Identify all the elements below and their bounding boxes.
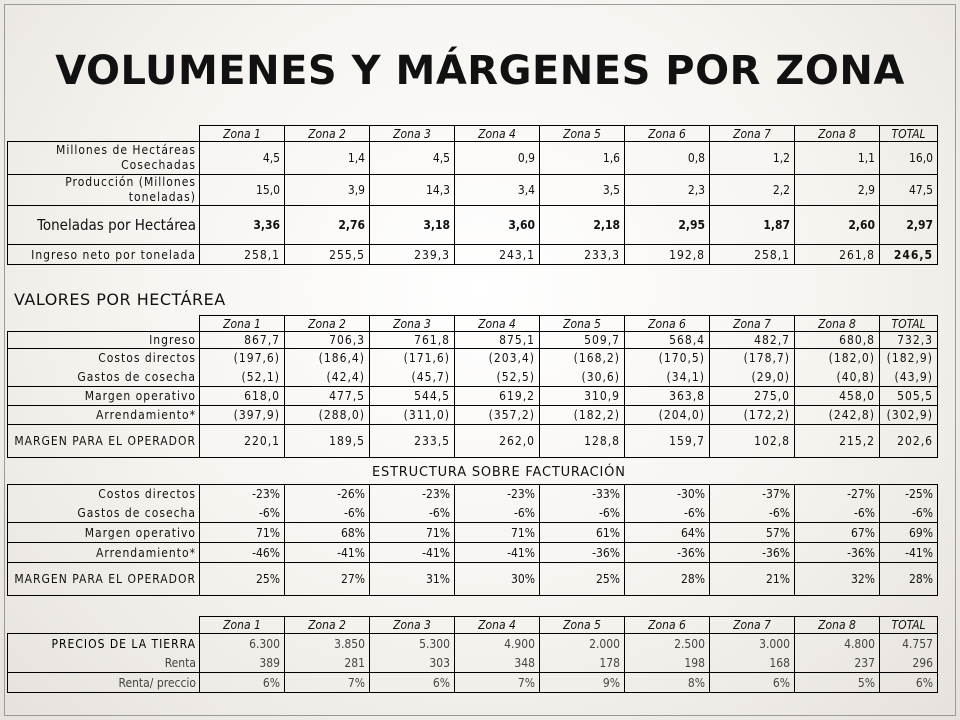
cell: (357,2): [455, 406, 540, 425]
cell: (40,8): [795, 368, 880, 387]
cell: 128,8: [540, 425, 625, 458]
cell: -6%: [625, 504, 710, 523]
cell: (397,9): [200, 406, 285, 425]
cell: 1,87: [710, 206, 795, 245]
cell: 509,7: [540, 332, 625, 349]
zone-header: Zona 8: [795, 617, 880, 634]
row-label: Costos directos: [8, 349, 200, 368]
row-label: [8, 425, 200, 458]
cell: 47,5: [880, 175, 938, 206]
cell: 7%: [455, 673, 540, 693]
cell: 25%: [540, 563, 625, 596]
cell: -36%: [625, 543, 710, 563]
cell: 168: [710, 654, 795, 673]
cell: -6%: [880, 504, 938, 523]
zone-header: Zona 3: [370, 617, 455, 634]
cell: 7%: [285, 673, 370, 693]
cell: -37%: [710, 485, 795, 504]
cell: 4.900: [455, 634, 540, 654]
row-label: Gastos de cosecha: [8, 504, 200, 523]
cell: -23%: [455, 485, 540, 504]
table-row: [8, 523, 938, 543]
cell: -41%: [880, 543, 938, 563]
zone-header-row: [8, 126, 938, 142]
table-row: [8, 673, 938, 693]
cell: 2,18: [540, 206, 625, 245]
cell: 233,5: [370, 425, 455, 458]
cell: 71%: [455, 523, 540, 543]
cell: 3,36: [200, 206, 285, 245]
zone-header: Zona 5: [540, 126, 625, 142]
row-label-text: MARGEN PARA EL OPERADOR: [14, 433, 196, 448]
table-row: [8, 332, 938, 349]
table-row: [8, 543, 938, 563]
table-row: [8, 485, 938, 504]
table-row: [8, 245, 938, 265]
cell: (45,7): [370, 368, 455, 387]
cell: (186,4): [285, 349, 370, 368]
cell: 2,3: [625, 175, 710, 206]
cell: 2,95: [625, 206, 710, 245]
cell: (288,0): [285, 406, 370, 425]
row-label: [8, 563, 200, 596]
cell: 867,7: [200, 332, 285, 349]
cell: (34,1): [625, 368, 710, 387]
zone-header: Zona 4: [455, 617, 540, 634]
table-row: [8, 406, 938, 425]
cell: 30%: [455, 563, 540, 596]
row-label-text: Producción (Millones toneladas): [65, 175, 196, 204]
cell: -26%: [285, 485, 370, 504]
cell: (172,2): [710, 406, 795, 425]
cell: 3,9: [285, 175, 370, 206]
cell: 0,8: [625, 142, 710, 175]
cell: 618,0: [200, 387, 285, 406]
zone-header: TOTAL: [880, 316, 938, 332]
cell: (311,0): [370, 406, 455, 425]
zone-header: Zona 7: [710, 316, 795, 332]
cell: 69%: [880, 523, 938, 543]
cell: -6%: [795, 504, 880, 523]
cell: 27%: [285, 563, 370, 596]
cell: -36%: [795, 543, 880, 563]
cell: -41%: [285, 543, 370, 563]
cell: 189,5: [285, 425, 370, 458]
cell: 5%: [795, 673, 880, 693]
zone-header: Zona 6: [625, 126, 710, 142]
cell: 619,2: [455, 387, 540, 406]
cell: 3,5: [540, 175, 625, 206]
cell: (242,8): [795, 406, 880, 425]
cell: 9%: [540, 673, 625, 693]
structure-table: [7, 484, 938, 596]
cell: 310,9: [540, 387, 625, 406]
cell: -23%: [370, 485, 455, 504]
zone-header: TOTAL: [880, 617, 938, 634]
zone-header: Zona 5: [540, 617, 625, 634]
cell: -36%: [710, 543, 795, 563]
table-row: [8, 504, 938, 523]
cell: 296: [880, 654, 938, 673]
cell: -30%: [625, 485, 710, 504]
cell: 6.300: [200, 634, 285, 654]
cell: 8%: [625, 673, 710, 693]
cell: 239,3: [370, 245, 455, 265]
cell: 303: [370, 654, 455, 673]
table-row: [8, 654, 938, 673]
cell: 215,2: [795, 425, 880, 458]
zone-header: Zona 6: [625, 316, 710, 332]
cell: 389: [200, 654, 285, 673]
per-hectare-table: [7, 315, 938, 458]
zone-header: Zona 4: [455, 126, 540, 142]
cell: 6%: [710, 673, 795, 693]
cell: 2,2: [710, 175, 795, 206]
row-label: Toneladas por Hectárea: [8, 206, 200, 245]
cell: 568,4: [625, 332, 710, 349]
row-label: [8, 175, 200, 206]
cell: -41%: [455, 543, 540, 563]
cell: 14,3: [370, 175, 455, 206]
cell: (204,0): [625, 406, 710, 425]
cell: 0,9: [455, 142, 540, 175]
cell: 258,1: [200, 245, 285, 265]
cell: 761,8: [370, 332, 455, 349]
row-label: Ingreso: [8, 332, 200, 349]
cell: -25%: [880, 485, 938, 504]
cell: 544,5: [370, 387, 455, 406]
cell: (43,9): [880, 368, 938, 387]
row-label: [8, 142, 200, 175]
row-label: Costos directos: [8, 485, 200, 504]
cell: 255,5: [285, 245, 370, 265]
zone-header: Zona 6: [625, 617, 710, 634]
cell: 71%: [370, 523, 455, 543]
cell: (203,4): [455, 349, 540, 368]
cell: 363,8: [625, 387, 710, 406]
cell: 261,8: [795, 245, 880, 265]
cell: 67%: [795, 523, 880, 543]
cell: 275,0: [710, 387, 795, 406]
cell: -6%: [455, 504, 540, 523]
cell: 243,1: [455, 245, 540, 265]
cell: 25%: [200, 563, 285, 596]
zone-header: Zona 2: [285, 126, 370, 142]
row-label-text: MARGEN PARA EL OPERADOR: [14, 571, 196, 586]
cell: 237: [795, 654, 880, 673]
row-label-text: Millones de Hectáreas Cosechadas: [56, 143, 196, 172]
cell: (170,5): [625, 349, 710, 368]
cell: 6%: [200, 673, 285, 693]
cell: 4.757: [880, 634, 938, 654]
row-label: Margen operativo: [8, 523, 200, 543]
cell: 348: [455, 654, 540, 673]
zone-header-row: [8, 617, 938, 634]
cell: 5.300: [370, 634, 455, 654]
cell: (182,0): [795, 349, 880, 368]
cell: (182,9): [880, 349, 938, 368]
cell: 2.500: [625, 634, 710, 654]
row-label: Renta/ preccio: [8, 673, 200, 693]
volumes-table: [7, 125, 938, 265]
cell: (182,2): [540, 406, 625, 425]
cell: -46%: [200, 543, 285, 563]
zone-header: Zona 1: [200, 617, 285, 634]
row-label: Margen operativo: [8, 387, 200, 406]
cell: 6%: [880, 673, 938, 693]
zone-header: Zona 7: [710, 126, 795, 142]
cell: 16,0: [880, 142, 938, 175]
cell: -41%: [370, 543, 455, 563]
cell: 2,97: [880, 206, 938, 245]
cell: 102,8: [710, 425, 795, 458]
cell: (29,0): [710, 368, 795, 387]
cell: 706,3: [285, 332, 370, 349]
cell: 246,5: [880, 245, 938, 265]
cell: 64%: [625, 523, 710, 543]
cell: 477,5: [285, 387, 370, 406]
cell: 71%: [200, 523, 285, 543]
cell: -27%: [795, 485, 880, 504]
cell: 3,18: [370, 206, 455, 245]
cell: (30,6): [540, 368, 625, 387]
cell: (52,5): [455, 368, 540, 387]
cell: -6%: [285, 504, 370, 523]
cell: 32%: [795, 563, 880, 596]
zone-header: Zona 2: [285, 316, 370, 332]
cell: 1,2: [710, 142, 795, 175]
cell: 1,1: [795, 142, 880, 175]
cell: 4.800: [795, 634, 880, 654]
cell: (171,6): [370, 349, 455, 368]
table-row: [8, 349, 938, 368]
cell: 1,6: [540, 142, 625, 175]
zone-header: Zona 4: [455, 316, 540, 332]
cell: 258,1: [710, 245, 795, 265]
row-label: Ingreso neto por tonelada: [8, 245, 200, 265]
cell: 2,9: [795, 175, 880, 206]
cell: 61%: [540, 523, 625, 543]
cell: 192,8: [625, 245, 710, 265]
cell: (197,6): [200, 349, 285, 368]
table-row: [8, 634, 938, 654]
row-label: Gastos de cosecha: [8, 368, 200, 387]
cell: (42,4): [285, 368, 370, 387]
zone-header: Zona 7: [710, 617, 795, 634]
row-label: Renta: [8, 654, 200, 673]
row-label: PRECIOS DE LA TIERRA: [8, 634, 200, 654]
zone-header: Zona 3: [370, 316, 455, 332]
cell: (168,2): [540, 349, 625, 368]
cell: (178,7): [710, 349, 795, 368]
cell: 262,0: [455, 425, 540, 458]
table-row: [8, 368, 938, 387]
cell: 3.000: [710, 634, 795, 654]
zone-header: Zona 5: [540, 316, 625, 332]
cell: -6%: [540, 504, 625, 523]
cell: 15,0: [200, 175, 285, 206]
cell: 2.000: [540, 634, 625, 654]
zone-header-row: [8, 316, 938, 332]
cell: 28%: [625, 563, 710, 596]
zone-header: Zona 1: [200, 126, 285, 142]
cell: 233,3: [540, 245, 625, 265]
cell: 202,6: [880, 425, 938, 458]
cell: 281: [285, 654, 370, 673]
cell: 505,5: [880, 387, 938, 406]
cell: 57%: [710, 523, 795, 543]
cell: 31%: [370, 563, 455, 596]
table-row: [8, 175, 938, 206]
cell: 159,7: [625, 425, 710, 458]
cell: 482,7: [710, 332, 795, 349]
cell: (302,9): [880, 406, 938, 425]
zone-header: Zona 1: [200, 316, 285, 332]
cell: 4,5: [200, 142, 285, 175]
zone-header: Zona 8: [795, 316, 880, 332]
table-row: [8, 425, 938, 458]
cell: 6%: [370, 673, 455, 693]
cell: 2,76: [285, 206, 370, 245]
cell: 3,4: [455, 175, 540, 206]
cell: -23%: [200, 485, 285, 504]
cell: 1,4: [285, 142, 370, 175]
cell: -33%: [540, 485, 625, 504]
cell: -6%: [370, 504, 455, 523]
cell: 4,5: [370, 142, 455, 175]
section-heading-estructura: ESTRUCTURA SOBRE FACTURACIÓN: [372, 465, 626, 480]
cell: 21%: [710, 563, 795, 596]
table-row: [8, 563, 938, 596]
cell: (52,1): [200, 368, 285, 387]
cell: 3,60: [455, 206, 540, 245]
table-row: [8, 142, 938, 175]
land-prices-table: [7, 616, 938, 693]
cell: 680,8: [795, 332, 880, 349]
cell: 220,1: [200, 425, 285, 458]
cell: -36%: [540, 543, 625, 563]
cell: 28%: [880, 563, 938, 596]
table-row: [8, 206, 938, 245]
cell: 458,0: [795, 387, 880, 406]
section-heading-valores: VALORES POR HECTÁREA: [14, 290, 226, 309]
cell: -6%: [710, 504, 795, 523]
cell: -6%: [200, 504, 285, 523]
cell: 875,1: [455, 332, 540, 349]
cell: 68%: [285, 523, 370, 543]
table-row: [8, 387, 938, 406]
page-title: VOLUMENES Y MÁRGENES POR ZONA: [55, 48, 905, 94]
zone-header: Zona 8: [795, 126, 880, 142]
row-label: Arrendamiento*: [8, 406, 200, 425]
zone-header: Zona 3: [370, 126, 455, 142]
cell: 178: [540, 654, 625, 673]
cell: 2,60: [795, 206, 880, 245]
zone-header: Zona 2: [285, 617, 370, 634]
zone-header: TOTAL: [880, 126, 938, 142]
cell: 732,3: [880, 332, 938, 349]
row-label: Arrendamiento*: [8, 543, 200, 563]
cell: 198: [625, 654, 710, 673]
cell: 3.850: [285, 634, 370, 654]
